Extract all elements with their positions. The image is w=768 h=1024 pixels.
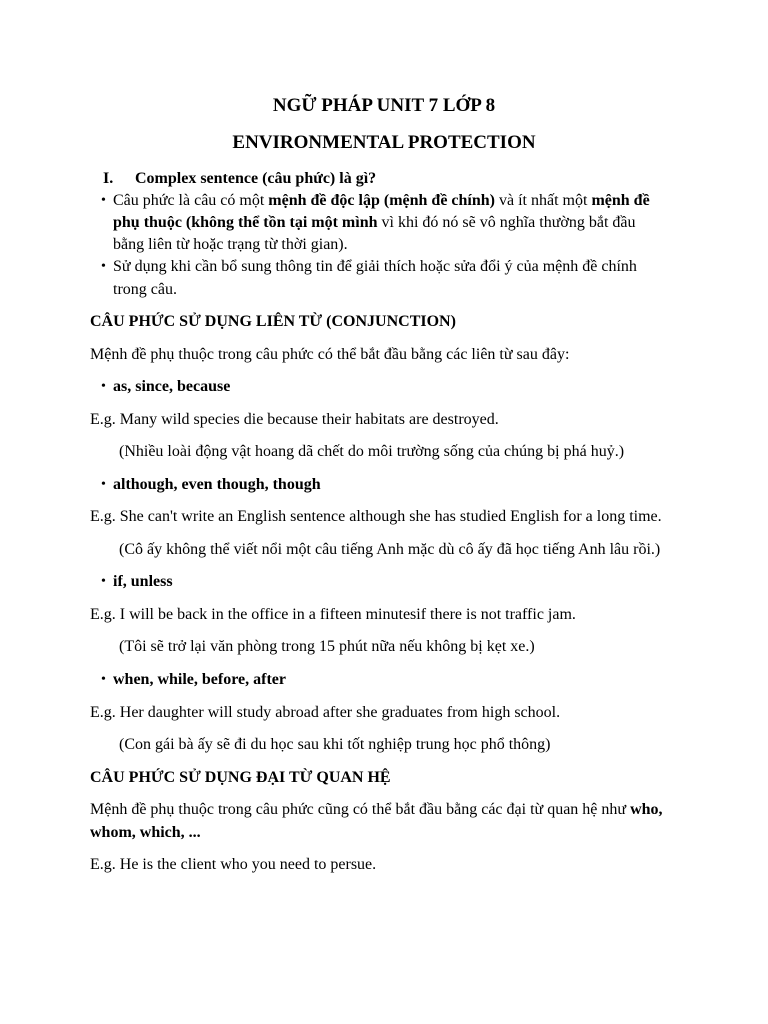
example-translation: (Cô ấy không thể viết nổi một câu tiếng Anh mặc dù cô ấy đã học tiếng Anh lâu rồi.) xyxy=(119,541,661,558)
bullet1-bold-term: mệnh đề độc lập (mệnh đề chính) xyxy=(268,192,495,209)
bullet-dot: • xyxy=(101,477,106,492)
section2-intro: Mệnh đề phụ thuộc trong câu phức có thể bắt đầu bằng các liên từ sau đây: xyxy=(90,346,570,363)
section2-heading: CÂU PHỨC SỬ DỤNG LIÊN TỪ (CONJUNCTION) xyxy=(90,313,456,330)
bullet-dot: • xyxy=(101,672,106,687)
bullet1-bold-term: phụ thuộc (không thể tồn tại một mình xyxy=(113,214,378,231)
conjunction-label: although, even though, though xyxy=(113,476,321,493)
section1-heading: Complex sentence (câu phức) là gì? xyxy=(135,170,377,187)
example-translation: (Tôi sẽ trở lại văn phòng trong 15 phút nữa nếu không bị kẹt xe.) xyxy=(119,638,535,655)
example-sentence: E.g. She can't write an English sentence although she has studied English for a long time. xyxy=(90,508,662,525)
bullet1-bold-term: mệnh đề xyxy=(591,192,650,209)
document-subtitle: ENVIRONMENTAL PROTECTION xyxy=(232,132,536,153)
bullet1-line2 xyxy=(113,212,636,234)
bullet2-line1: Sử dụng khi cần bổ sung thông tin để giải thích hoặc sửa đổi ý của mệnh đề chính xyxy=(113,258,637,275)
bullet1-line3: bằng liên từ hoặc trạng từ thời gian). xyxy=(113,236,348,253)
example-sentence: E.g. Many wild species die because their habitats are destroyed. xyxy=(90,411,499,428)
section3-intro-line1 xyxy=(90,799,663,821)
conjunction-label: as, since, because xyxy=(113,378,231,395)
conjunction-label: if, unless xyxy=(113,573,173,590)
section3-heading: CÂU PHỨC SỬ DỤNG ĐẠI TỪ QUAN HỆ xyxy=(90,769,391,786)
example-sentence: E.g. I will be back in the office in a fifteen minutesif there is not traffic jam. xyxy=(90,606,576,623)
example-sentence: E.g. He is the client who you need to persue. xyxy=(90,856,377,873)
section3-intro-text: Mệnh đề phụ thuộc trong câu phức cũng có thể bắt đầu bằng các đại từ quan hệ như xyxy=(90,801,631,818)
bullet-dot: • xyxy=(101,193,106,208)
bullet1-text: Câu phức là câu có một xyxy=(113,192,269,209)
bullet2-line2: trong câu. xyxy=(113,281,177,298)
bullet1-text: vì khi đó nó sẽ vô nghĩa thường bắt đầu xyxy=(377,214,636,231)
relative-pronoun: who, xyxy=(630,801,663,818)
section-numeral: I. xyxy=(103,170,114,187)
example-translation: (Con gái bà ấy sẽ đi du học sau khi tốt nghiệp trung học phổ thông) xyxy=(119,736,551,753)
bullet1-line1 xyxy=(113,190,650,212)
bullet-dot: • xyxy=(101,379,106,394)
bullet-dot: • xyxy=(101,259,106,274)
example-sentence: E.g. Her daughter will study abroad after she graduates from high school. xyxy=(90,704,561,721)
conjunction-label: when, while, before, after xyxy=(113,671,286,688)
document-title: NGỮ PHÁP UNIT 7 LỚP 8 xyxy=(272,95,496,116)
bullet-dot: • xyxy=(101,574,106,589)
example-translation: (Nhiều loài động vật hoang dã chết do môi trường sống của chúng bị phá huỷ.) xyxy=(119,443,625,460)
bullet1-text: và ít nhất một xyxy=(495,192,592,209)
section3-intro-line2: whom, which, ... xyxy=(90,824,201,841)
